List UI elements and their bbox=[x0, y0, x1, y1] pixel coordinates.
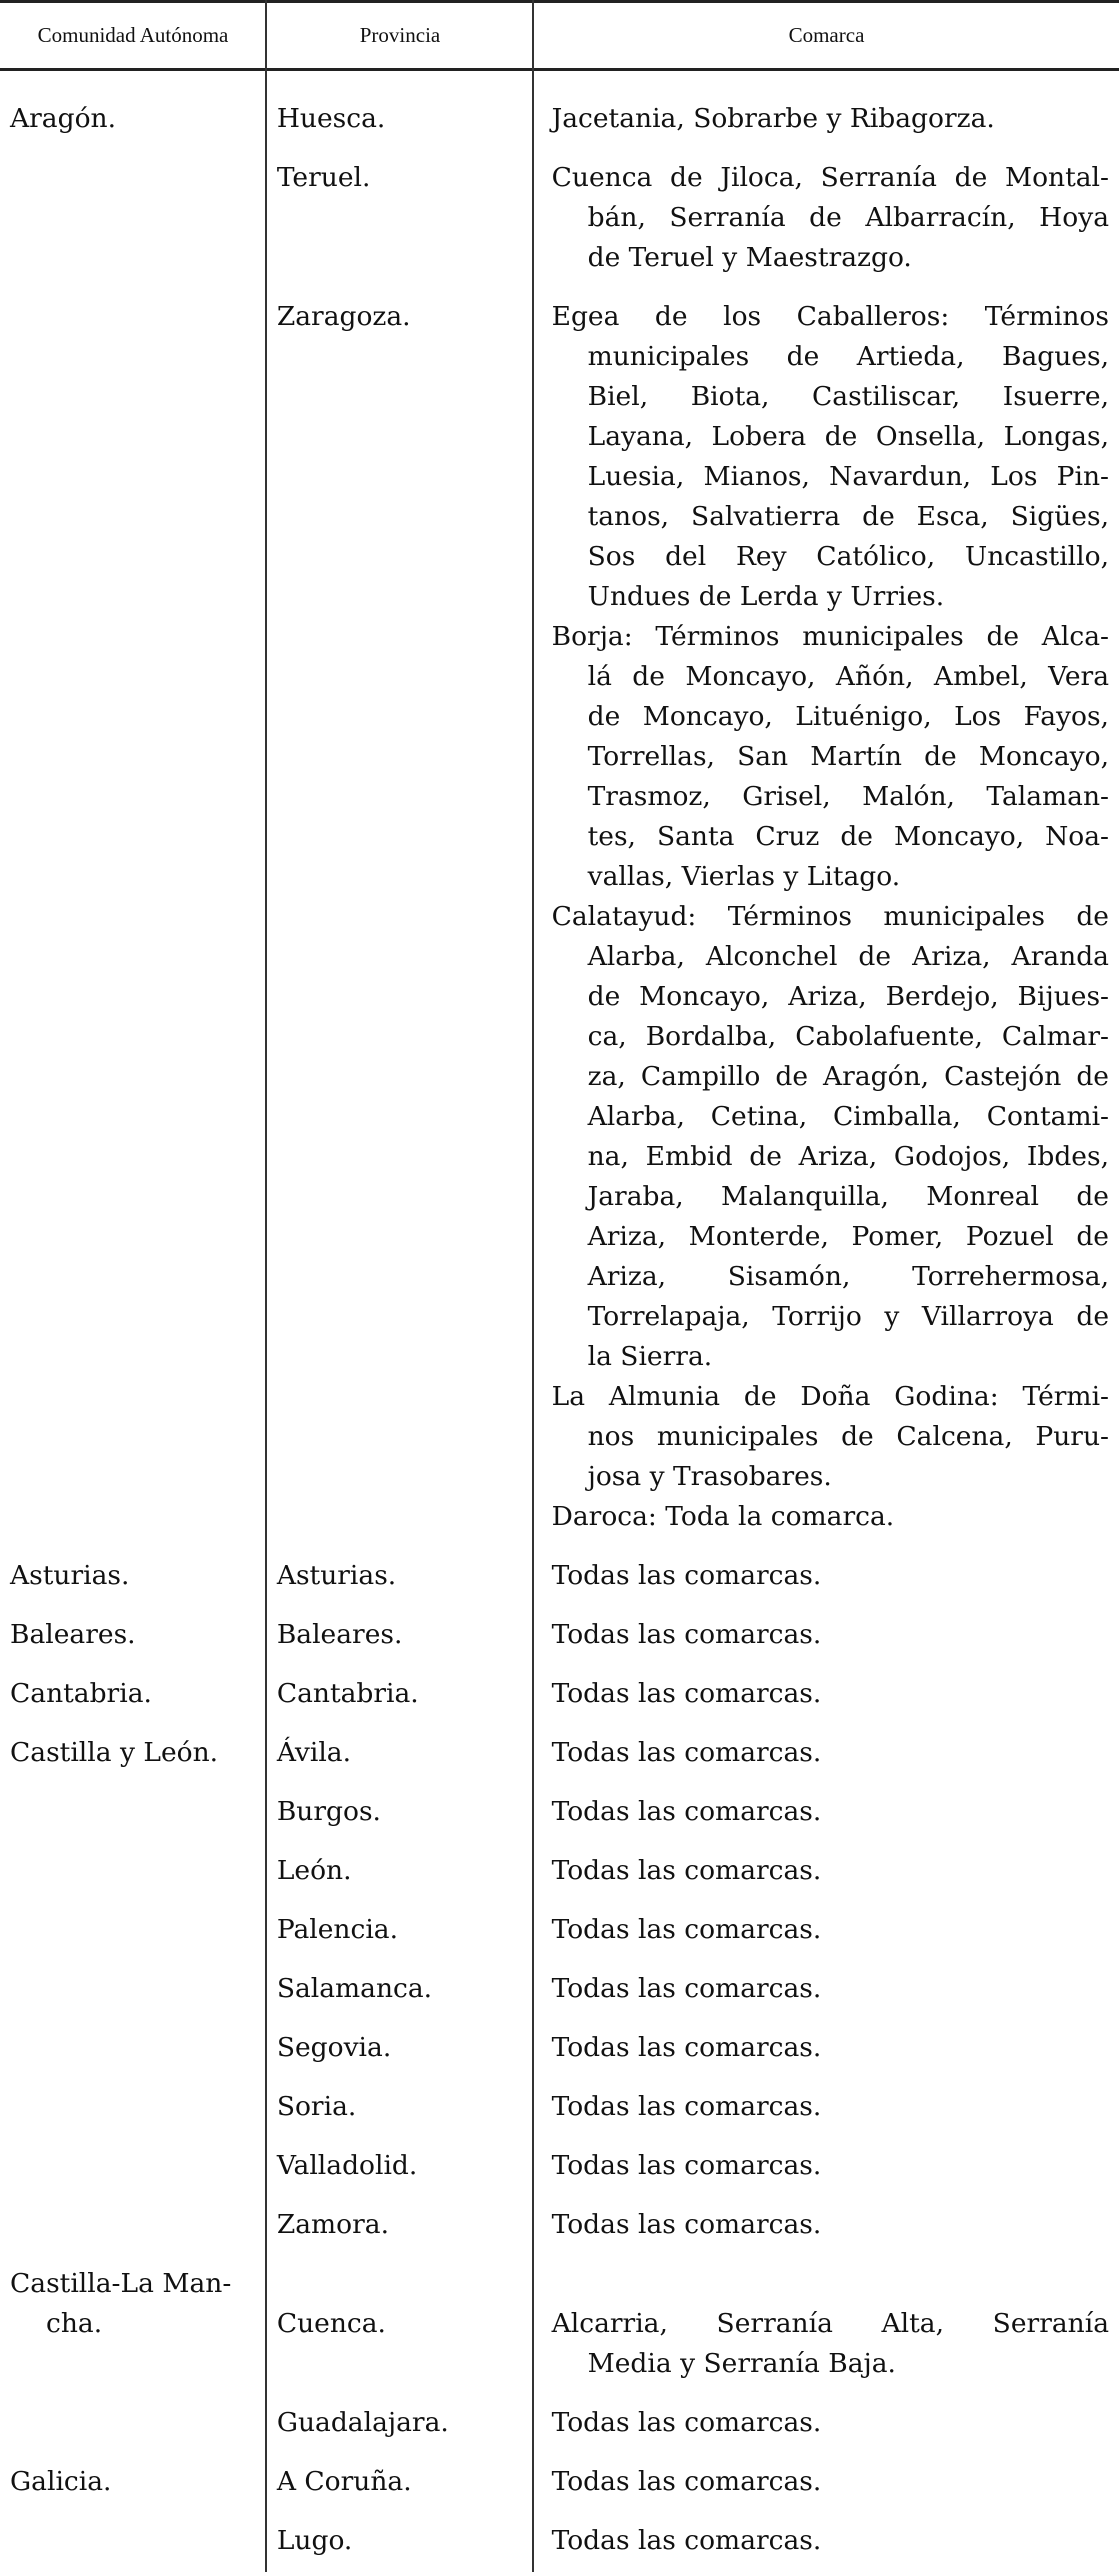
cell-provincia bbox=[267, 1615, 533, 1655]
provincia-text: Cantabria. bbox=[276, 1678, 419, 1709]
cell-comarca bbox=[543, 158, 1119, 278]
cell-provincia bbox=[267, 1910, 533, 1950]
cell-comunidad bbox=[0, 99, 265, 139]
cell-comunidad bbox=[0, 1615, 265, 1655]
cell-comarca bbox=[543, 1910, 1119, 1950]
comunidad-line: Asturias. bbox=[10, 1560, 130, 1591]
table-row bbox=[0, 1783, 1119, 1842]
comarca-line: Todas las comarcas. bbox=[551, 2209, 822, 2240]
comarca-paragraph bbox=[552, 1556, 1109, 1596]
provincia-text: Guadalajara. bbox=[276, 2407, 449, 2438]
provincia-text: León. bbox=[276, 1855, 352, 1886]
comarca-line: Trasmoz, Grisel, Malón, Talaman- bbox=[587, 781, 1109, 812]
table-row bbox=[0, 2453, 1119, 2512]
provincia-text: Lugo. bbox=[276, 2525, 353, 2556]
comarca-line: Borja: Términos municipales de Alca- bbox=[551, 621, 1109, 652]
comarca-line: Calatayud: Términos municipales de bbox=[551, 901, 1109, 932]
comarca-paragraph bbox=[552, 2403, 1109, 2443]
provincia-text: Asturias. bbox=[276, 1560, 397, 1591]
comunidad-line: cha. bbox=[46, 2308, 103, 2339]
comarca-paragraph bbox=[552, 617, 1109, 897]
comarca-line: Todas las comarcas. bbox=[551, 2091, 822, 2122]
comarca-line: Media y Serranía Baja. bbox=[587, 2348, 896, 2379]
comunidad-line: Castilla y León. bbox=[10, 1737, 219, 1768]
comarca-line: municipales de Artieda, Bagues, bbox=[587, 341, 1109, 372]
comarca-line: la Sierra. bbox=[587, 1341, 713, 1372]
table-row bbox=[0, 1842, 1119, 1901]
cell-comunidad bbox=[0, 2264, 265, 2384]
comarca-line: Ariza, Monterde, Pomer, Pozuel de bbox=[587, 1221, 1109, 1252]
cell-comarca bbox=[543, 1851, 1119, 1891]
provincia-text: Palencia. bbox=[276, 1914, 399, 1945]
cell-comunidad bbox=[0, 1969, 265, 2009]
comarca-line: ca, Bordalba, Cabolafuente, Calmar- bbox=[587, 1021, 1109, 1052]
table-row bbox=[0, 2512, 1119, 2571]
cell-comarca bbox=[543, 2028, 1119, 2068]
table-row bbox=[0, 2255, 1119, 2394]
provincia-text: Huesca. bbox=[276, 103, 386, 134]
comarca-line: Alarba, Cetina, Cimballa, Contami- bbox=[587, 1101, 1109, 1132]
comarca-line: tes, Santa Cruz de Moncayo, Noa- bbox=[587, 821, 1109, 852]
cell-provincia bbox=[267, 2028, 533, 2068]
comarca-line: Alarba, Alconchel de Ariza, Aranda bbox=[587, 941, 1109, 972]
comarca-paragraph bbox=[552, 1969, 1109, 2009]
comarca-line: Torrellas, San Martín de Moncayo, bbox=[587, 741, 1109, 772]
header-comunidad: Comunidad Autónoma bbox=[37, 23, 229, 47]
cell-comarca bbox=[543, 2462, 1119, 2502]
comarca-paragraph bbox=[552, 297, 1109, 617]
cell-comunidad bbox=[0, 158, 265, 278]
table-row bbox=[0, 2137, 1119, 2196]
comarca-line: La Almunia de Doña Godina: Térmi- bbox=[551, 1381, 1109, 1412]
comarca-line: za, Campillo de Aragón, Castejón de bbox=[587, 1061, 1109, 1092]
comarca-paragraph bbox=[552, 1377, 1109, 1497]
cell-comunidad bbox=[0, 1792, 265, 1832]
comarca-paragraph bbox=[552, 1851, 1109, 1891]
cell-provincia bbox=[267, 2521, 533, 2561]
comarca-paragraph bbox=[552, 1674, 1109, 1714]
comarca-line: Biel, Biota, Castiliscar, Isuerre, bbox=[587, 381, 1109, 412]
comarca-paragraph bbox=[552, 2146, 1109, 2186]
provincia-text: Teruel. bbox=[276, 162, 371, 193]
comarca-paragraph bbox=[552, 2028, 1109, 2068]
table-row bbox=[0, 1901, 1119, 1960]
table-row bbox=[0, 1665, 1119, 1724]
provincia-text: Baleares. bbox=[276, 1619, 403, 1650]
cell-comarca bbox=[543, 297, 1119, 1537]
comarca-line: na, Embid de Ariza, Godojos, Ibdes, bbox=[587, 1141, 1109, 1172]
cell-comunidad bbox=[0, 2403, 265, 2443]
header-provincia: Provincia bbox=[359, 23, 441, 47]
cell-provincia bbox=[267, 1674, 533, 1714]
table-row bbox=[0, 1960, 1119, 2019]
comarca-line: Daroca: Toda la comarca. bbox=[551, 1501, 895, 1532]
comunidad-line: Cantabria. bbox=[10, 1678, 152, 1709]
comarca-line: Todas las comarcas. bbox=[551, 1973, 822, 2004]
comarca-paragraph bbox=[552, 1733, 1109, 1773]
cell-provincia bbox=[267, 1556, 533, 1596]
table-body bbox=[0, 71, 1119, 2571]
cell-provincia bbox=[267, 99, 533, 139]
comarca-paragraph bbox=[552, 1910, 1109, 1950]
comarca-paragraph bbox=[552, 1497, 1109, 1537]
comarca-line: Ariza, Sisamón, Torrehermosa, bbox=[587, 1261, 1109, 1292]
cell-comarca bbox=[543, 1969, 1119, 2009]
comarca-paragraph bbox=[552, 2205, 1109, 2245]
table-row bbox=[0, 2078, 1119, 2137]
provincia-text: Soria. bbox=[276, 2091, 357, 2122]
cell-comarca bbox=[543, 1733, 1119, 1773]
table-row bbox=[0, 288, 1119, 1547]
cell-comunidad bbox=[0, 2028, 265, 2068]
comarca-line: Todas las comarcas. bbox=[551, 2150, 822, 2181]
comarca-line: Todas las comarcas. bbox=[551, 2466, 822, 2497]
cell-comunidad bbox=[0, 2462, 265, 2502]
comarca-line: Jacetania, Sobrarbe y Ribagorza. bbox=[551, 103, 995, 134]
table-row bbox=[0, 2019, 1119, 2078]
comarca-line: Luesia, Mianos, Navardun, Los Pin- bbox=[587, 461, 1109, 492]
table-header bbox=[0, 3, 1119, 71]
cell-provincia bbox=[267, 2146, 533, 2186]
comarca-line: lá de Moncayo, Añón, Ambel, Vera bbox=[587, 661, 1109, 692]
table-row bbox=[0, 1606, 1119, 1665]
cell-provincia bbox=[267, 2087, 533, 2127]
comarca-line: Todas las comarcas. bbox=[551, 1855, 822, 1886]
cell-comarca bbox=[543, 2521, 1119, 2561]
provincia-text: Zamora. bbox=[276, 2209, 389, 2240]
provincia-text: Salamanca. bbox=[276, 1973, 433, 2004]
cell-comarca bbox=[543, 1674, 1119, 1714]
cell-comunidad bbox=[0, 1674, 265, 1714]
provincia-text: Valladolid. bbox=[276, 2150, 418, 2181]
comarca-paragraph bbox=[552, 99, 1109, 139]
cell-comarca bbox=[543, 2205, 1119, 2245]
cell-provincia bbox=[267, 2403, 533, 2443]
cell-comunidad bbox=[0, 2087, 265, 2127]
comarca-line: Undues de Lerda y Urries. bbox=[587, 581, 945, 612]
comarca-line: Jaraba, Malanquilla, Monreal de bbox=[587, 1181, 1109, 1212]
cell-provincia bbox=[267, 2462, 533, 2502]
comarca-line: Todas las comarcas. bbox=[551, 1678, 822, 1709]
cell-comarca bbox=[543, 1615, 1119, 1655]
comarca-line: Todas las comarcas. bbox=[551, 2525, 822, 2556]
cell-comunidad bbox=[0, 297, 265, 1537]
comarca-line: Todas las comarcas. bbox=[551, 2032, 822, 2063]
cell-comarca bbox=[543, 99, 1119, 139]
cell-provincia bbox=[267, 2264, 533, 2384]
provincia-text: Cuenca. bbox=[276, 2308, 386, 2339]
cell-provincia bbox=[267, 1792, 533, 1832]
comunidad-line: Aragón. bbox=[10, 103, 117, 134]
comarca-line: nos municipales de Calcena, Puru- bbox=[587, 1421, 1109, 1452]
cell-comarca bbox=[543, 1792, 1119, 1832]
cell-provincia bbox=[267, 1851, 533, 1891]
header-comarca: Comarca bbox=[788, 23, 865, 47]
cell-provincia bbox=[267, 2205, 533, 2245]
cell-comarca bbox=[543, 2403, 1119, 2443]
table-row bbox=[0, 1547, 1119, 1606]
cell-comunidad bbox=[0, 1556, 265, 1596]
provincia-text: Segovia. bbox=[276, 2032, 392, 2063]
provincia-text: Burgos. bbox=[276, 1796, 381, 1827]
cell-comarca bbox=[543, 2087, 1119, 2127]
comarca-line: tanos, Salvatierra de Esca, Sigües, bbox=[587, 501, 1109, 532]
comunidad-line: Baleares. bbox=[10, 1619, 136, 1650]
comunidad-line: Castilla-La Man- bbox=[10, 2268, 232, 2299]
comarca-paragraph bbox=[552, 158, 1109, 278]
provincia-text: A Coruña. bbox=[276, 2466, 412, 2497]
comarca-line: Torrelapaja, Torrijo y Villarroya de bbox=[587, 1301, 1109, 1332]
cell-comarca bbox=[543, 2146, 1119, 2186]
cell-comunidad bbox=[0, 2205, 265, 2245]
comarca-line: Todas las comarcas. bbox=[551, 1737, 822, 1768]
comarca-line: Cuenca de Jiloca, Serranía de Montal- bbox=[551, 162, 1109, 193]
comarca-line: de Moncayo, Lituénigo, Los Fayos, bbox=[587, 701, 1109, 732]
comarca-paragraph bbox=[552, 2087, 1109, 2127]
comunidad-line: Galicia. bbox=[10, 2466, 112, 2497]
table-row bbox=[0, 90, 1119, 149]
cell-provincia bbox=[267, 1733, 533, 1773]
comarca-line: Sos del Rey Católico, Uncastillo, bbox=[587, 541, 1109, 572]
comarca-line: de Teruel y Maestrazgo. bbox=[587, 242, 912, 273]
cell-comunidad bbox=[0, 1851, 265, 1891]
comarca-line: Todas las comarcas. bbox=[551, 1914, 822, 1945]
table-row bbox=[0, 1724, 1119, 1783]
cell-comarca bbox=[543, 1556, 1119, 1596]
cell-comunidad bbox=[0, 1910, 265, 1950]
cell-comunidad bbox=[0, 1733, 265, 1773]
comarca-line: Todas las comarcas. bbox=[551, 1619, 822, 1650]
comarca-line: Todas las comarcas. bbox=[551, 1796, 822, 1827]
comarca-paragraph bbox=[552, 2521, 1109, 2561]
comarca-paragraph bbox=[552, 897, 1109, 1377]
comarca-paragraph bbox=[552, 1615, 1109, 1655]
cell-comarca bbox=[543, 2264, 1119, 2384]
provincia-text: Ávila. bbox=[276, 1737, 352, 1768]
cell-comunidad bbox=[0, 2146, 265, 2186]
cell-comunidad bbox=[0, 2521, 265, 2561]
cell-provincia bbox=[267, 297, 533, 1537]
comarca-line: Todas las comarcas. bbox=[551, 2407, 822, 2438]
comarca-line: vallas, Vierlas y Litago. bbox=[587, 861, 901, 892]
comarca-line: Alcarria, Serranía Alta, Serranía bbox=[551, 2308, 1109, 2339]
comarca-paragraph bbox=[552, 1792, 1109, 1832]
comarca-line: Egea de los Caballeros: Términos bbox=[551, 301, 1109, 332]
cell-provincia bbox=[267, 1969, 533, 2009]
comarca-line: Todas las comarcas. bbox=[551, 1560, 822, 1591]
comarca-line: de Moncayo, Ariza, Berdejo, Bijues- bbox=[587, 981, 1109, 1012]
table-row bbox=[0, 2394, 1119, 2453]
cell-provincia bbox=[267, 158, 533, 278]
table-row bbox=[0, 2196, 1119, 2255]
comarca-line: Layana, Lobera de Onsella, Longas, bbox=[587, 421, 1109, 452]
table-row bbox=[0, 149, 1119, 288]
comarca-paragraph bbox=[552, 2462, 1109, 2502]
provincia-text: Zaragoza. bbox=[276, 301, 411, 332]
comarca-line: bán, Serranía de Albarracín, Hoya bbox=[587, 202, 1109, 233]
comarca-line: josa y Trasobares. bbox=[587, 1461, 832, 1492]
comarca-paragraph bbox=[552, 2304, 1109, 2384]
